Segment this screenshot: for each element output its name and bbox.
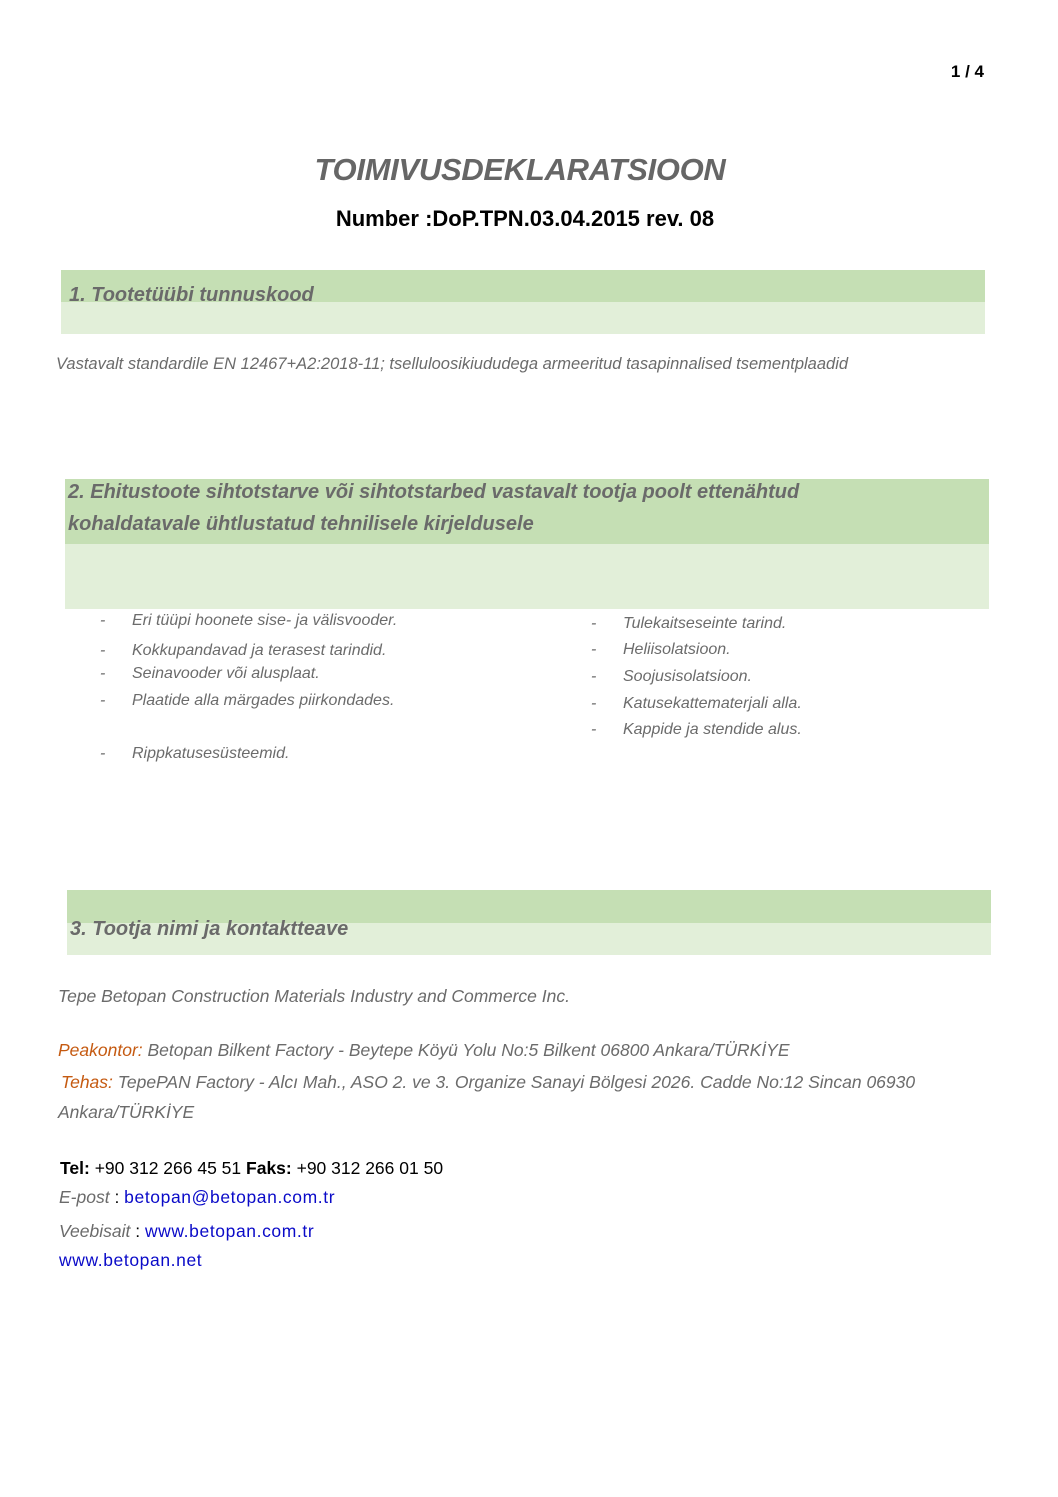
document-number: Number :DoP.TPN.03.04.2015 rev. 08: [335, 206, 715, 231]
section1-text: Vastavalt standardile EN 12467+A2:2018-11; tselluloosikiududega armeeritud tasapinnalised tsementplaadid: [56, 355, 849, 373]
website-line: Veebisait : www.betopan.com.tr: [59, 1221, 315, 1241]
website-link[interactable]: www.betopan.com.tr: [144, 1221, 315, 1241]
company-name: Tepe Betopan Construction Materials Industry and Commerce Inc.: [58, 986, 570, 1006]
factory-address: Tehas: TepePAN Factory - Alcı Mah., ASO 2. ve 3. Organize Sanayi Bölgesi 2026. Cadde No:12 Sincan 06930: [61, 1072, 916, 1092]
list-item: - Katusekattematerjali alla.: [591, 695, 802, 712]
list-item: - Kokkupandavad ja terasest tarindid.: [100, 642, 387, 659]
headquarters-address: Peakontor: Betopan Bilkent Factory - Beytepe Köyü Yolu No:5 Bilkent 06800 Ankara/TÜRKİYE: [58, 1040, 790, 1060]
website-link-2[interactable]: www.betopan.net: [59, 1250, 203, 1270]
list-item: - Eri tüüpi hoonete sise- ja välisvooder.: [100, 612, 398, 629]
list-item: - Plaatide alla märgades piirkondades.: [100, 692, 395, 709]
section1-heading: 1. Tootetüübi tunnuskood: [69, 284, 314, 306]
email-link[interactable]: betopan@betopan.com.tr: [124, 1187, 336, 1207]
section2-band-light: [65, 544, 989, 609]
section2-heading-line1: 2. Ehitustoote sihtotstarve või sihtotstarbed vastavalt tootja poolt ettenähtud: [68, 481, 800, 503]
list-item: - Rippkatusesüsteemid.: [100, 745, 290, 762]
list-item: - Heliisolatsioon.: [591, 641, 731, 658]
email-line: E-post : betopan@betopan.com.tr: [59, 1187, 336, 1207]
page-number: 1 / 4: [950, 62, 984, 81]
factory-address-line2: Ankara/TÜRKİYE: [58, 1102, 195, 1122]
phone-fax: Tel: +90 312 266 45 51 Faks: +90 312 266 01 50: [60, 1158, 444, 1178]
section3-heading: 3. Tootja nimi ja kontaktteave: [70, 918, 349, 940]
section2-heading-line2: kohaldatavale ühtlustatud tehnilisele kirjeldusele: [68, 513, 534, 535]
list-item: - Kappide ja stendide alus.: [591, 721, 802, 738]
document-title: TOIMIVUSDEKLARATSIOON: [314, 152, 726, 187]
list-item: - Soojusisolatsioon.: [591, 668, 752, 685]
list-item: - Seinavooder või alusplaat.: [100, 665, 320, 682]
list-item: - Tulekaitseseinte tarind.: [591, 615, 787, 632]
